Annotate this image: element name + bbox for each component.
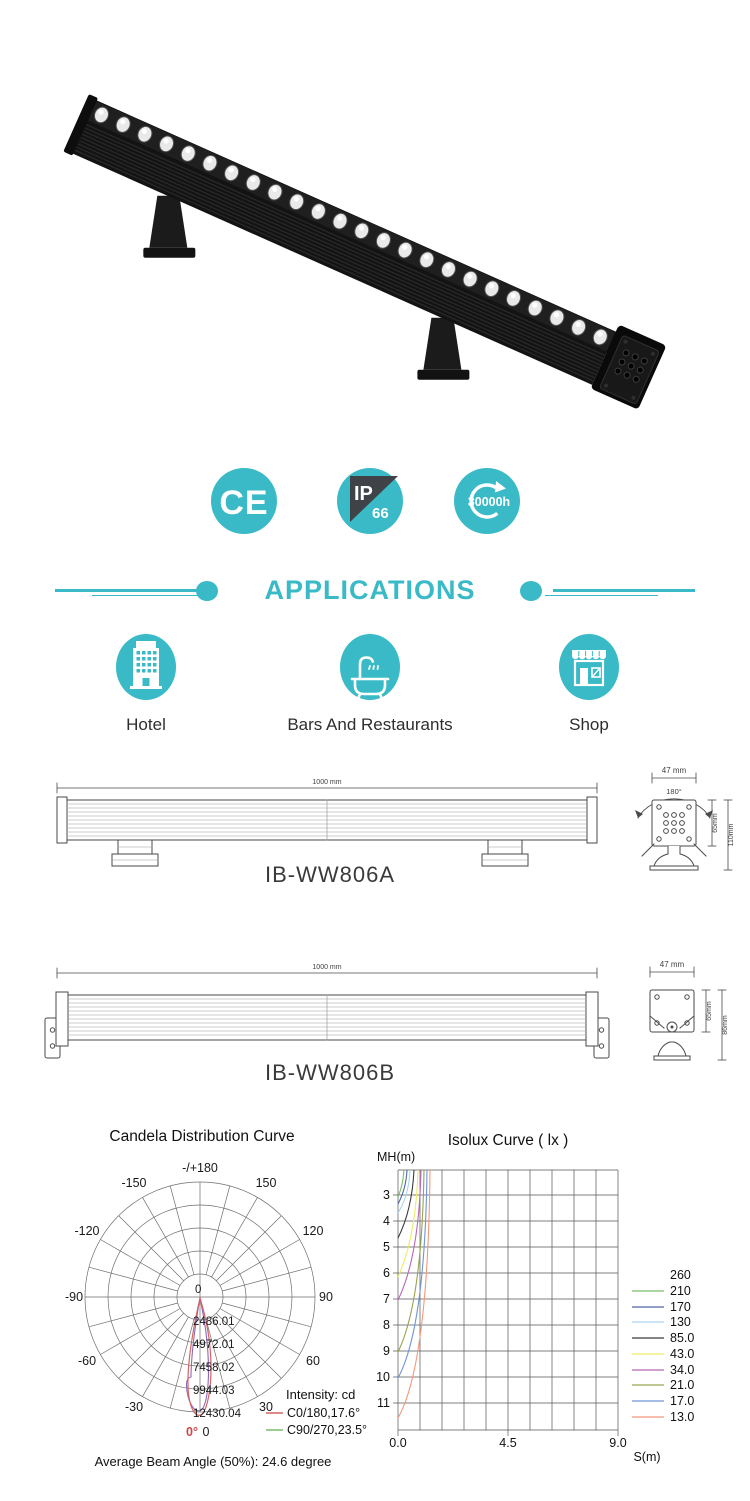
svg-text:7: 7: [383, 1292, 390, 1306]
hotel-icon: [116, 634, 176, 700]
shop-icon: [559, 634, 619, 700]
legend-item-label: 130: [670, 1315, 691, 1329]
candela-legend: [266, 1387, 367, 1437]
header-thinline-right: [545, 595, 658, 596]
header-line-right: [553, 589, 695, 592]
dim-width-806a: 47 mm: [661, 766, 687, 775]
application-label-hotel: Hotel: [126, 715, 166, 734]
product-photo: [0, 60, 750, 460]
isolux-legend: [632, 1268, 694, 1424]
svg-text:3: 3: [383, 1188, 390, 1202]
mounting-foot-right: [417, 318, 469, 380]
isolux-ylabel: MH(m): [377, 1150, 416, 1164]
applications-title: APPLICATIONS: [264, 575, 476, 605]
svg-text:2486.01: 2486.01: [193, 1316, 235, 1328]
isolux-yticks: [376, 1188, 390, 1410]
svg-text:0: 0: [195, 1284, 202, 1296]
svg-text:30: 30: [259, 1400, 273, 1414]
svg-text:11: 11: [377, 1396, 390, 1410]
drawing-806a: [57, 773, 732, 870]
header-dot-right: [520, 581, 542, 601]
application-label-bars: Bars And Restaurants: [287, 715, 453, 734]
ce-icon: CE: [219, 484, 269, 522]
svg-text:120: 120: [302, 1224, 324, 1238]
model-name-806b: IB-WW806B: [264, 1060, 396, 1085]
svg-text:0.0: 0.0: [389, 1436, 407, 1450]
svg-text:-120: -120: [74, 1224, 100, 1238]
isolux-chart: [375, 1125, 750, 1500]
legend-title: Intensity: cd: [286, 1387, 356, 1402]
legend-c90: C90/270,23.5°: [287, 1423, 368, 1437]
svg-text:9944.03: 9944.03: [193, 1385, 235, 1397]
legend-item-label: 260: [670, 1268, 691, 1282]
foot-left-806a: [112, 840, 158, 866]
legend-item-label: 43.0: [670, 1347, 695, 1361]
application-label-shop: Shop: [569, 715, 609, 734]
svg-text:10: 10: [376, 1370, 390, 1384]
svg-text:90: 90: [319, 1290, 333, 1304]
svg-text:-30: -30: [124, 1400, 144, 1414]
svg-text:-/+180: -/+180: [182, 1161, 218, 1175]
dim-length-806b: 1000 mm: [312, 964, 342, 971]
model-name-806a: IB-WW806A: [264, 862, 396, 887]
legend-item-label: 210: [670, 1284, 691, 1298]
legend-c0: C0/180,17.6°: [287, 1406, 361, 1420]
candela-chart-title: Candela Distribution Curve: [109, 1128, 295, 1145]
legend-item-label: 13.0: [670, 1410, 695, 1424]
header-dot-left: [196, 581, 218, 601]
isolux-curves: [398, 1170, 430, 1418]
dim-total-height-806b: 86mm: [722, 1015, 729, 1035]
svg-text:0: 0: [202, 1425, 210, 1439]
header-line-left: [55, 589, 197, 592]
dim-width-806b: 47 mm: [659, 960, 685, 969]
svg-text:4: 4: [383, 1214, 390, 1228]
svg-text:8: 8: [383, 1318, 390, 1332]
application-icons: [0, 620, 750, 730]
svg-text:12430.04: 12430.04: [193, 1408, 241, 1420]
mounting-foot-left: [143, 196, 195, 258]
drawing-806b: [45, 967, 726, 1060]
svg-text:-90: -90: [64, 1290, 84, 1304]
svg-text:150: 150: [255, 1176, 277, 1190]
dim-total-height-806a: 110mm: [728, 823, 735, 847]
svg-text:-60: -60: [77, 1354, 97, 1368]
svg-text:9: 9: [383, 1344, 390, 1358]
lifespan-badge: [454, 468, 520, 534]
legend-item-label: 17.0: [670, 1394, 695, 1408]
end-view-806b: [650, 967, 726, 1060]
svg-text:60: 60: [306, 1354, 320, 1368]
dim-length-806a: 1000 mm: [312, 779, 342, 786]
dim-rotation-806a: 180°: [666, 787, 682, 796]
legend-item-label: 85.0: [670, 1331, 695, 1345]
ip66-badge: [337, 468, 403, 534]
header-thinline-left: [92, 595, 205, 596]
svg-text:4972.01: 4972.01: [193, 1339, 235, 1351]
lifespan-hours: 30000h: [467, 495, 511, 509]
legend-item-label: 34.0: [670, 1363, 695, 1377]
svg-text:4.5: 4.5: [499, 1436, 517, 1450]
beam-angle-footnote: Average Beam Angle (50%): 24.6 degree: [94, 1454, 332, 1469]
svg-text:6: 6: [383, 1266, 390, 1280]
candela-distribution-chart: [30, 1125, 390, 1500]
dim-body-height-806b: 65mm: [706, 1001, 713, 1021]
legend-item-label: 170: [670, 1300, 691, 1314]
svg-text:7458.02: 7458.02: [193, 1362, 235, 1374]
foot-right-806a: [482, 840, 528, 866]
isolux-xticks: [389, 1436, 626, 1450]
certification-badges: [0, 460, 750, 545]
isolux-xlabel: S(m): [633, 1450, 661, 1464]
ip-code: IP: [354, 483, 373, 505]
led-wall-washer-bar: [37, 89, 666, 460]
bathtub-icon: [340, 634, 400, 700]
dim-body-height-806a: 65mm: [712, 813, 719, 833]
isolux-chart-title: Isolux Curve ( lx ): [447, 1132, 569, 1149]
isolux-grid: [393, 1170, 618, 1436]
legend-item-label: 21.0: [670, 1378, 695, 1392]
ip-rating: 66: [372, 505, 389, 522]
ce-badge: [211, 468, 277, 534]
zero-degree-label: 0°: [186, 1425, 198, 1439]
technical-drawings: [0, 760, 750, 1105]
svg-text:-150: -150: [121, 1176, 147, 1190]
svg-text:9.0: 9.0: [609, 1436, 627, 1450]
svg-text:5: 5: [383, 1240, 390, 1254]
